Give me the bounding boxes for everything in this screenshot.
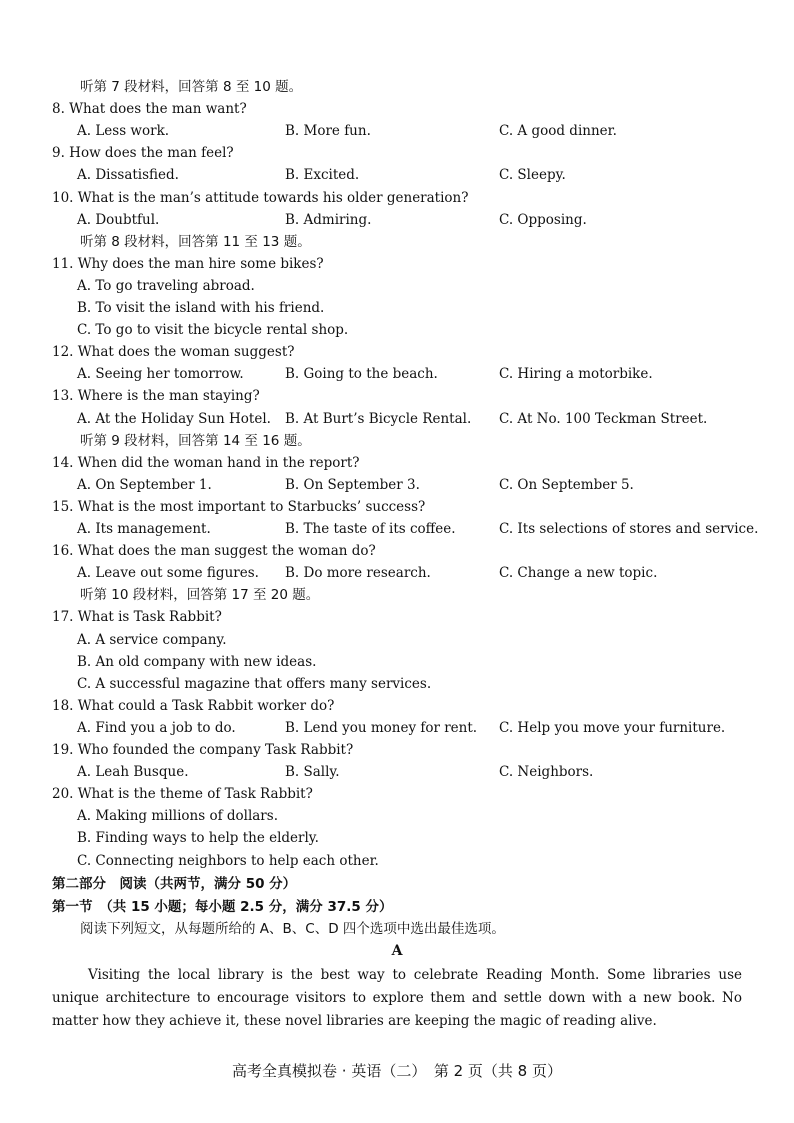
option: A. A service company. [77, 631, 227, 648]
question: 16. What does the man suggest the woman do? [52, 543, 376, 560]
option-c: C. Hiring a motorbike. [499, 366, 653, 383]
option: C. A successful magazine that offers many services. [77, 675, 432, 692]
option: B. Finding ways to help the elderly. [77, 830, 319, 847]
question: 12. What does the woman suggest? [52, 344, 295, 361]
option-b: B. Going to the beach. [285, 366, 438, 383]
option-a: A. Find you a job to do. [77, 719, 236, 736]
option-b: B. Do more research. [285, 565, 431, 582]
part2-heading: 第二部分 阅读（共两节，满分 50 分） [52, 876, 297, 892]
option: B. To visit the island with his friend. [77, 300, 325, 316]
option-c: C. On September 5. [499, 476, 634, 493]
option-c: C. A good dinner. [499, 123, 617, 140]
option-a: A. Doubtful. [77, 211, 160, 228]
option-b: B. The taste of its coffee. [285, 521, 456, 537]
question: 9. How does the man feel? [52, 145, 234, 162]
question: 10. What is the man’s attitude towards his older generation? [52, 189, 469, 206]
option-b: B. On September 3. [285, 476, 420, 493]
option-b: B. Sally. [285, 764, 340, 781]
option-b: B. Admiring. [285, 211, 372, 228]
question: 13. Where is the man staying? [52, 388, 260, 405]
option-c: C. Its selections of stores and service. [499, 521, 759, 537]
option-a: A. Dissatisfied. [77, 167, 179, 184]
page-footer: 高考全真模拟卷 · 英语（二） 第 2 页（共 8 页） [232, 1062, 562, 1080]
option-c: C. Change a new topic. [499, 565, 658, 582]
question: 17. What is Task Rabbit? [52, 609, 222, 626]
option-a: A. Leave out some figures. [77, 565, 259, 582]
option: C. To go to visit the bicycle rental shop. [77, 322, 349, 339]
option: C. Connecting neighbors to help each other. [77, 852, 379, 869]
section1-heading: 第一节 （共 15 小题；每小题 2.5 分，满分 37.5 分） [52, 899, 393, 915]
option-c: C. Opposing. [499, 211, 587, 228]
option-c: C. Neighbors. [499, 764, 594, 781]
passage-text: Visiting the local library is the best way to celebrate Reading Month. Some libraries use unique architecture to encourage visitors to explore them and settle down with a new book. No matter how they achieve it, these novel libraries are keeping the magic of reading alive. [52, 967, 742, 1029]
option-c: C. At No. 100 Teckman Street. [499, 410, 708, 427]
question: 19. Who founded the company Task Rabbit? [52, 742, 354, 758]
option-c: C. Help you move your furniture. [499, 719, 726, 736]
option-b: B. Excited. [285, 167, 360, 184]
option-a: A. At the Holiday Sun Hotel. [77, 410, 271, 427]
option-b: B. At Burt’s Bicycle Rental. [285, 410, 472, 427]
question: 20. What is the theme of Task Rabbit? [52, 786, 313, 803]
option: A. To go traveling abroad. [77, 277, 255, 294]
option-c: C. Sleepy. [499, 167, 566, 184]
listening-instruction: 听第 8 段材料，回答第 11 至 13 题。 [80, 233, 311, 250]
option: B. An old company with new ideas. [77, 653, 317, 670]
option-a: A. On September 1. [77, 476, 212, 493]
listening-instruction: 听第 9 段材料，回答第 14 至 16 题。 [80, 432, 311, 449]
option-a: A. Leah Busque. [77, 764, 189, 781]
option-a: A. Its management. [77, 521, 211, 537]
reading-instruction: 阅读下列短文，从每题所给的 A、B、C、D 四个选项中选出最佳选项。 [80, 921, 505, 937]
option: A. Making millions of dollars. [77, 808, 278, 825]
question: 15. What is the most important to Starbucks’ success? [52, 498, 426, 515]
option-a: A. Less work. [77, 123, 170, 140]
option-a: A. Seeing her tomorrow. [77, 366, 244, 383]
question: 8. What does the man want? [52, 101, 247, 118]
option-b: B. More fun. [285, 123, 371, 140]
passage-label: A [391, 943, 403, 959]
question: 18. What could a Task Rabbit worker do? [52, 697, 335, 714]
question: 11. Why does the man hire some bikes? [52, 255, 324, 272]
listening-instruction: 听第 7 段材料，回答第 8 至 10 题。 [80, 79, 303, 95]
question: 14. When did the woman hand in the report? [52, 454, 360, 471]
option-b: B. Lend you money for rent. [285, 719, 478, 736]
listening-instruction: 听第 10 段材料，回答第 17 至 20 题。 [80, 587, 320, 604]
